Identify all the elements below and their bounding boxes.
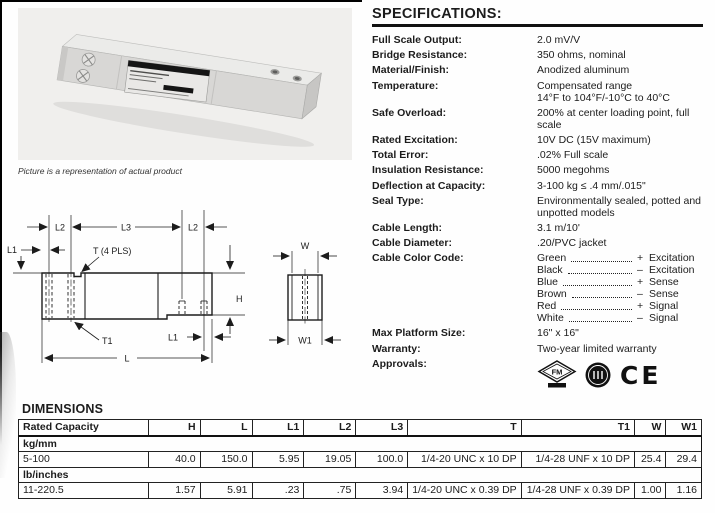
specifications-section [372, 6, 703, 393]
dimension-cell: 25.4 [635, 452, 666, 468]
spec-value-line: .02% Full scale [537, 149, 609, 162]
product-photo [18, 8, 352, 160]
spec-value [537, 49, 703, 61]
fm-approved-icon [537, 360, 577, 390]
round-certification-icon [584, 360, 612, 390]
wire-polarity: + [637, 276, 644, 289]
unit-group-row [19, 467, 702, 483]
spec-value-line: 5000 megohms [537, 164, 610, 177]
dim-label-l: L [124, 353, 130, 364]
spec-value [537, 134, 703, 146]
dimension-cell: .75 [304, 483, 356, 499]
cable-color-list [537, 252, 703, 324]
dimension-cell: 19.05 [304, 452, 356, 468]
spec-row [372, 134, 703, 146]
spec-rows [372, 34, 703, 249]
dim-label-t: T (4 PLS) [93, 246, 132, 256]
wire-function: Sense [649, 288, 679, 301]
dotted-leader [569, 321, 632, 322]
spec-row [372, 180, 703, 192]
unit-group-label: kg/mm [19, 436, 702, 452]
dotted-leader [561, 309, 632, 310]
dimension-cell: 1/4-28 UNF x 0.39 DP [521, 483, 634, 499]
wire-polarity: + [637, 252, 644, 265]
threaded-hole-hidden-lines [46, 270, 207, 322]
svg-text:CE: CE [620, 360, 662, 390]
spec-row [372, 34, 703, 46]
column-header: L2 [304, 420, 356, 436]
load-cell-photo-art [18, 8, 352, 160]
dimension-cell: 29.4 [666, 452, 702, 468]
cable-wire-row [537, 300, 703, 312]
dim-label-l1-right: L1 [168, 332, 179, 343]
spec-label: Cable Color Code: [372, 252, 464, 265]
spec-label: Full Scale Output: [372, 34, 462, 46]
spec-value-line: 14°F to 104°F/-10°C to 40°C [537, 91, 670, 104]
photo-caption: Picture is a representation of actual product [18, 166, 182, 176]
wire-polarity: – [637, 312, 643, 325]
spec-label: Max Platform Size: [372, 327, 466, 340]
specifications-title: SPECIFICATIONS: [372, 6, 502, 22]
spec-label: Total Error: [372, 149, 429, 162]
dim-label-l2-left: L2 [54, 222, 66, 233]
dimension-cell: 1.16 [666, 483, 702, 499]
spec-row [372, 64, 703, 76]
cable-wire-row [537, 288, 703, 300]
spec-row [372, 107, 703, 131]
spec-value [537, 107, 703, 131]
spec-value-line: scale [537, 118, 562, 131]
spec-label: Insulation Resistance: [372, 164, 484, 177]
wire-color-name: Blue [537, 276, 559, 289]
extension-lines [13, 210, 245, 363]
scan-edge-top [0, 0, 362, 2]
spec-label: Cable Diameter: [372, 237, 452, 250]
end-view [269, 241, 341, 346]
spec-value [537, 149, 703, 161]
dimension-drawing [5, 203, 355, 403]
dimensions-title: DIMENSIONS [22, 402, 104, 416]
dim-label-h: H [236, 294, 243, 304]
spec-value [537, 80, 703, 104]
dotted-leader [563, 285, 632, 286]
spec-value-line: 2.0 mV/V [537, 34, 581, 46]
dimension-cell: 1.00 [635, 483, 666, 499]
dimension-data-row [19, 483, 702, 499]
wire-function: Signal [649, 300, 679, 313]
spec-rows-2 [372, 327, 703, 354]
spec-label: Rated Excitation: [372, 133, 458, 146]
spec-value-line: 350 ohms, nominal [537, 49, 626, 62]
dimension-cell: 100.0 [356, 452, 408, 468]
wire-function: Signal [649, 312, 679, 325]
dimension-cell: 5.91 [200, 483, 252, 499]
dimension-cell: 40.0 [148, 452, 200, 468]
unit-group-row [19, 436, 702, 452]
column-header: L3 [356, 420, 408, 436]
specifications-underline [372, 24, 703, 27]
column-header: W1 [666, 420, 702, 436]
spec-value [537, 343, 703, 355]
cable-wire-row [537, 312, 703, 324]
spec-value-line: .20/PVC jacket [537, 237, 607, 250]
spec-value [537, 237, 703, 249]
dimension-cell: 5.95 [252, 452, 304, 468]
dim-label-l3: L3 [120, 222, 132, 233]
spec-row [372, 195, 703, 219]
spec-row [372, 237, 703, 249]
wire-polarity: + [637, 300, 644, 313]
dim-label-l2-right: L2 [187, 222, 199, 233]
spec-label: Cable Length: [372, 221, 442, 234]
spec-label: Material/Finish: [372, 64, 450, 77]
spec-value [537, 222, 703, 234]
dimensions-table [18, 419, 702, 499]
wire-function: Sense [649, 276, 679, 289]
column-header: L1 [252, 420, 304, 436]
spec-value-line: 16" x 16" [537, 327, 579, 340]
dim-label-l1-left: L1 [7, 245, 18, 255]
cable-wire-row [537, 276, 703, 288]
dimension-cell: .23 [252, 483, 304, 499]
wire-color-name: White [537, 312, 564, 325]
dimension-data-row [19, 452, 702, 468]
spec-value-line: 3.1 m/10' [537, 221, 580, 234]
dimension-cell: 3.94 [356, 483, 408, 499]
spec-row [372, 164, 703, 176]
spec-value-line: Environmentally sealed, potted and [537, 194, 702, 207]
dim-label-t1: T1 [102, 336, 113, 346]
cable-wire-row [537, 252, 703, 264]
spec-row-cable-color-code [372, 252, 703, 324]
ce-mark-icon [619, 360, 665, 390]
column-header: H [148, 420, 200, 436]
dim-label-w1: W1 [298, 335, 312, 346]
spec-row [372, 222, 703, 234]
dimension-cell: 1/4-28 UNF x 10 DP [521, 452, 634, 468]
spec-value-line: Two-year limited warranty [537, 342, 657, 355]
approval-icons [537, 360, 703, 390]
wire-function: Excitation [649, 252, 695, 265]
wire-function: Excitation [649, 264, 695, 277]
spec-value [537, 164, 703, 176]
spec-value [537, 180, 703, 192]
spec-value [537, 195, 703, 219]
dimension-cell: 11-220.5 [19, 483, 149, 499]
spec-value-line: Compensated range [537, 79, 633, 92]
column-header: W [635, 420, 666, 436]
wire-color-name: Red [537, 300, 557, 313]
dimension-cell: 5-100 [19, 452, 149, 468]
spec-value-line: unpotted models [537, 206, 615, 219]
wire-polarity: – [637, 288, 643, 301]
column-header: L [200, 420, 252, 436]
unit-group-label: lb/inches [19, 467, 702, 483]
dimension-cell: 1/4-20 UNC x 10 DP [408, 452, 521, 468]
spec-row-approvals [372, 358, 703, 390]
spec-row [372, 327, 703, 339]
wire-polarity: – [637, 264, 643, 277]
spec-value-line: 10V DC (15V maximum) [537, 133, 651, 146]
column-header: T [408, 420, 521, 436]
dimension-cell: 1.57 [148, 483, 200, 499]
dim-label-w: W [300, 241, 310, 251]
wire-color-name: Black [537, 264, 563, 277]
spec-label: Warranty: [372, 342, 421, 355]
spec-row [372, 80, 703, 104]
spec-value [537, 327, 703, 339]
wire-color-name: Brown [537, 288, 567, 301]
spec-label: Seal Type: [372, 194, 424, 207]
spec-label: Temperature: [372, 79, 439, 92]
svg-text:FM: FM [551, 367, 563, 377]
spec-value-line: Anodized aluminum [537, 64, 630, 77]
spec-label: Bridge Resistance: [372, 49, 468, 62]
spec-label: Safe Overload: [372, 106, 447, 119]
column-header: T1 [521, 420, 634, 436]
spec-value-line: 3-100 kg ≤ .4 mm/.015" [537, 179, 646, 192]
dotted-leader [572, 297, 632, 298]
spec-row [372, 149, 703, 161]
dotted-leader [571, 261, 632, 262]
spec-value [537, 64, 703, 76]
dimension-cell: 1/4-20 UNC x 0.39 DP [408, 483, 521, 499]
spec-value-line: 200% at center loading point, full [537, 106, 690, 119]
spec-label: Approvals: [372, 357, 427, 370]
dotted-leader [568, 273, 632, 274]
table-header-row [19, 420, 702, 436]
spec-row [372, 49, 703, 61]
cable-wire-row [537, 264, 703, 276]
spec-row [372, 343, 703, 355]
column-header: Rated Capacity [19, 420, 149, 436]
spec-value [537, 34, 703, 46]
side-view-outline [42, 273, 212, 319]
spec-label: Deflection at Capacity: [372, 179, 486, 192]
dimension-cell: 150.0 [200, 452, 252, 468]
wire-color-name: Green [537, 252, 567, 265]
